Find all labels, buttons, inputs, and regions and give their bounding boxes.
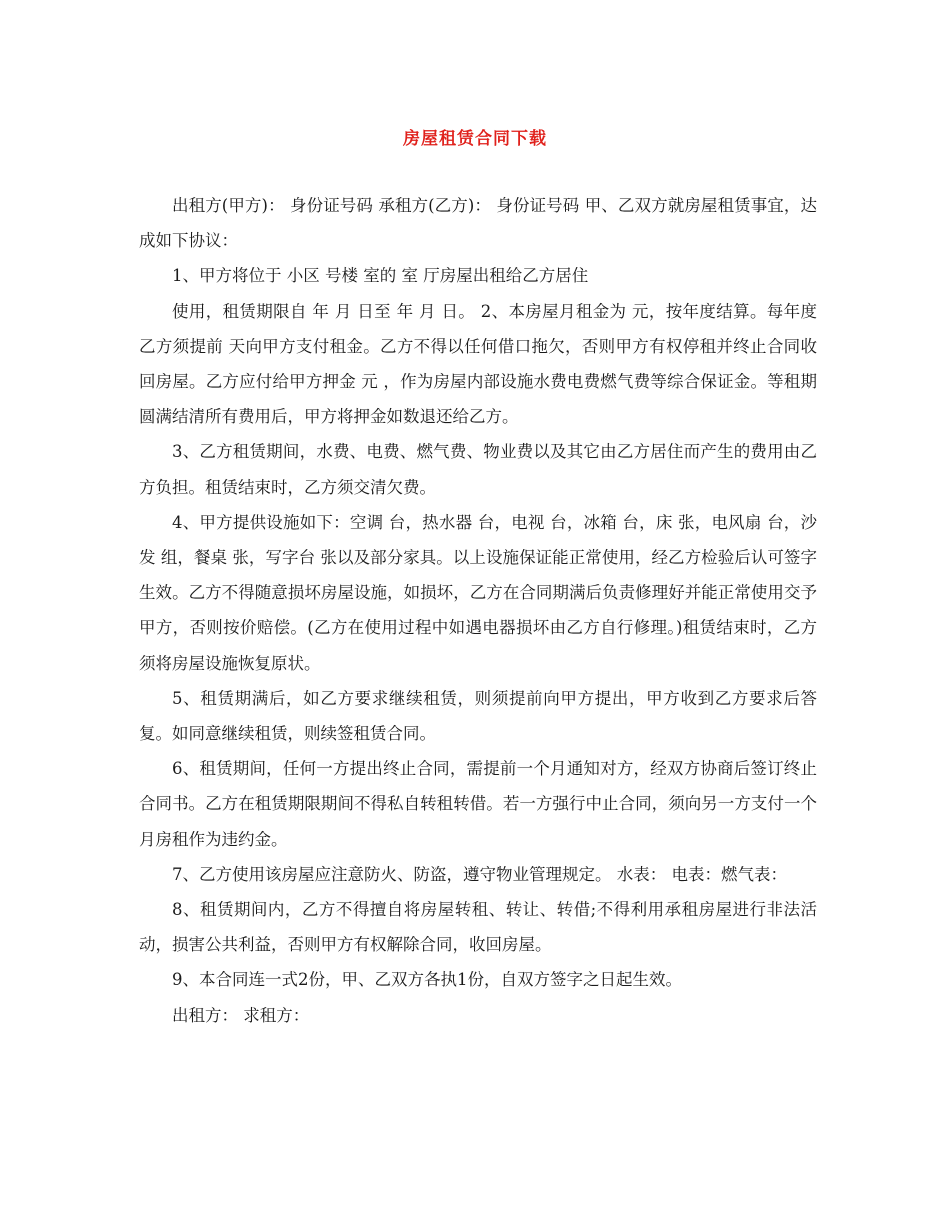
paragraph-clause-1-2: 使用，租赁期限自 年 月 日至 年 月 日。 2、本房屋月租金为 元，按年度结算。每年度乙方须提前 天向甲方支付租金。乙方不得以任何借口拖欠，否则甲方有权停租并终止合同收回房屋。乙方应付给甲方押金 元 ，作为房屋内部设施水费电费燃气费等综合保证金。等租期圆满结清所有费用后，甲方将押金如数退还给乙方。 (139, 301, 817, 427)
paragraph-clause-6: 6、租赁期间，任何一方提出终止合同，需提前一个月通知对方，经双方协商后签订终止合同书。乙方在租赁期限期间不得私自转租转借。若一方强行中止合同，须向另一方支付一个月房租作为违约金。 (139, 759, 817, 849)
paragraph-signatures: 出租方： 求租方： (172, 1005, 310, 1025)
paragraph-clause-7: 7、乙方使用该房屋应注意防火、防盗，遵守物业管理规定。 水表： 电表：燃气表： (172, 864, 787, 884)
paragraph-clause-4: 4、甲方提供设施如下：空调 台，热水器 台，电视 台，冰箱 台，床 张，电风扇 台，沙发 组，餐桌 张，写字台 张以及部分家具。以上设施保证能正常使用，经乙方检验后认可签字生效。乙方不得随意损坏房屋设施，如损坏，乙方在合同期满后负责修理好并能正常使用交予甲方，否则按价赔偿。(乙方在使用过程中如遇电器损坏由乙方自行修理。)租赁结束时，乙方须将房屋设施恢复原状。 (139, 512, 817, 673)
document-title: 房屋租赁合同下载 (403, 129, 547, 149)
document-body (139, 188, 817, 1033)
paragraph-clause-3: 3、乙方租赁期间，水费、电费、燃气费、物业费以及其它由乙方居住而产生的费用由乙方负担。租赁结束时，乙方须交清欠费。 (139, 442, 817, 497)
paragraph-clause-9: 9、本合同连一式2份，甲、乙双方各执1份，自双方签字之日起生效。 (172, 970, 682, 990)
paragraph-parties: 出租方(甲方)： 身份证号码 承租方(乙方)： 身份证号码 甲、乙双方就房屋租赁事宜，达成如下协议： (139, 196, 817, 251)
paragraph-clause-5: 5、租赁期满后，如乙方要求继续租赁，则须提前向甲方提出，甲方收到乙方要求后答复。如同意继续租赁，则续签租赁合同。 (139, 688, 817, 744)
paragraph-clause-1: 1、甲方将位于 小区 号楼 室的 室 厅房屋出租给乙方居住 (172, 266, 589, 286)
paragraph-clause-8: 8、租赁期间内，乙方不得擅自将房屋转租、转让、转借;不得利用承租房屋进行非法活动，损害公共利益，否则甲方有权解除合同，收回房屋。 (139, 900, 817, 955)
